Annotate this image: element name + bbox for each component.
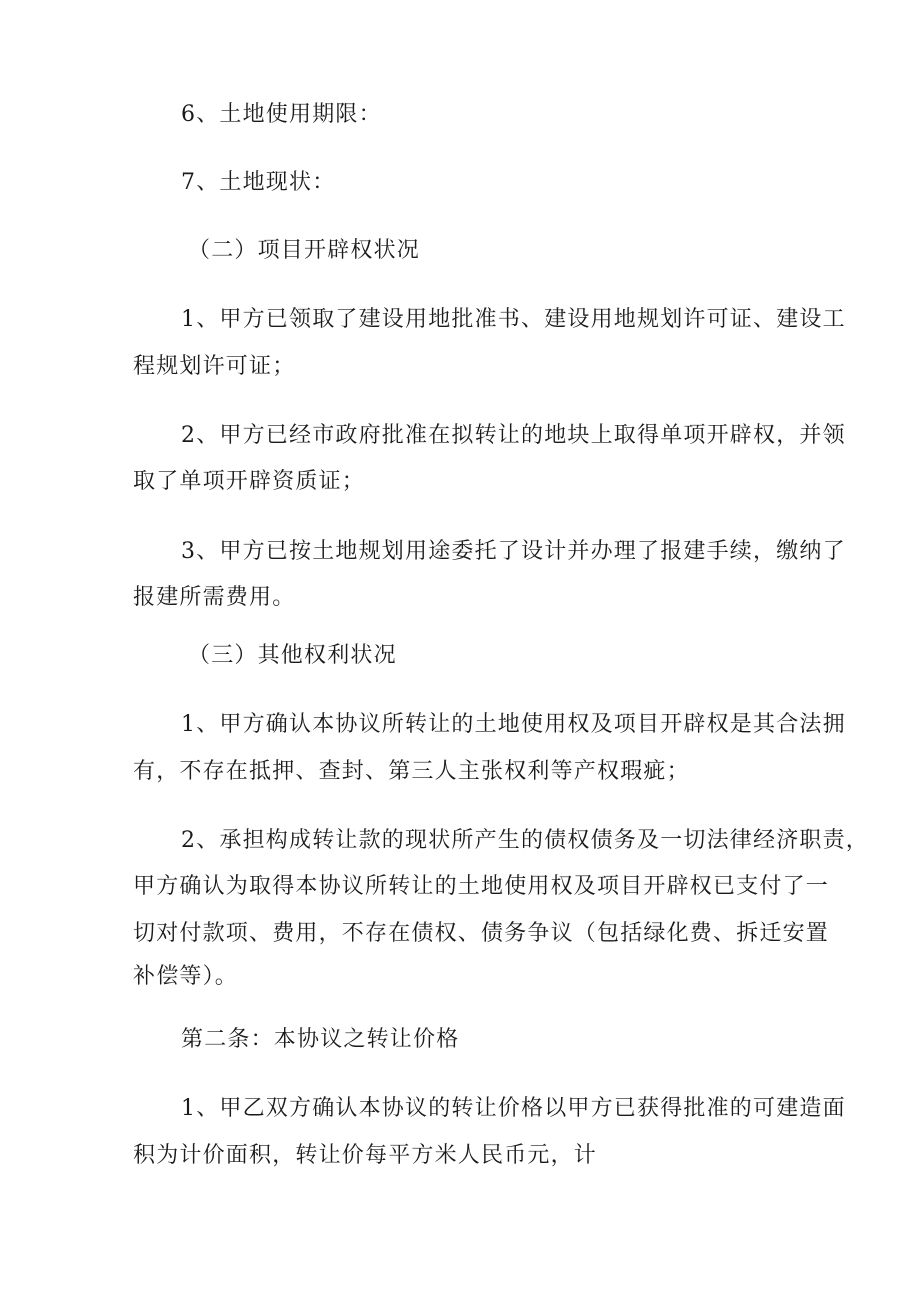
paragraph-line: 切对付款项、费用，不存在债权、债务争议（包括绿化费、拆迁安置 <box>133 921 830 946</box>
paragraph-line: 1、甲方已领取了建设用地批准书、建设用地规划许可证、建设工 <box>181 307 846 332</box>
paragraph-line: 程规划许可证； <box>133 354 296 379</box>
item-land-status: 7、土地现状： <box>181 170 336 195</box>
item-land-use-term: 6、土地使用期限： <box>181 102 382 127</box>
section-heading-other-rights: （三）其他权利状况 <box>188 643 397 668</box>
paragraph-line: 有，不存在抵押、查封、第三人主张权利等产权瑕疵； <box>133 759 690 784</box>
article-heading-transfer-price: 第二条：本协议之转让价格 <box>181 1027 460 1052</box>
paragraph-line: 2、承担构成转让款的现状所产生的债权债务及一切法律经济职责， <box>181 828 869 853</box>
paragraph-line: 1、甲乙双方确认本协议的转让价格以甲方已获得批准的可建造面 <box>181 1096 846 1121</box>
paragraph-line: 3、甲方已按土地规划用途委托了设计并办理了报建手续，缴纳了 <box>181 539 846 564</box>
paragraph-line: 2、甲方已经市政府批准在拟转让的地块上取得单项开辟权，并领 <box>181 423 846 448</box>
paragraph-line: 甲方确认为取得本协议所转让的土地使用权及项目开辟权已支付了一 <box>133 874 830 899</box>
section-heading-development-rights: （二）项目开辟权状况 <box>188 238 421 263</box>
paragraph-line: 积为计价面积，转让价每平方米人民币元，计 <box>133 1143 598 1168</box>
paragraph-line: 1、甲方确认本协议所转让的土地使用权及项目开辟权是其合法拥 <box>181 712 846 737</box>
paragraph-line: 报建所需费用。 <box>133 585 296 610</box>
paragraph-line: 取了单项开辟资质证； <box>133 469 366 494</box>
paragraph-line: 补偿等）。 <box>133 964 239 989</box>
